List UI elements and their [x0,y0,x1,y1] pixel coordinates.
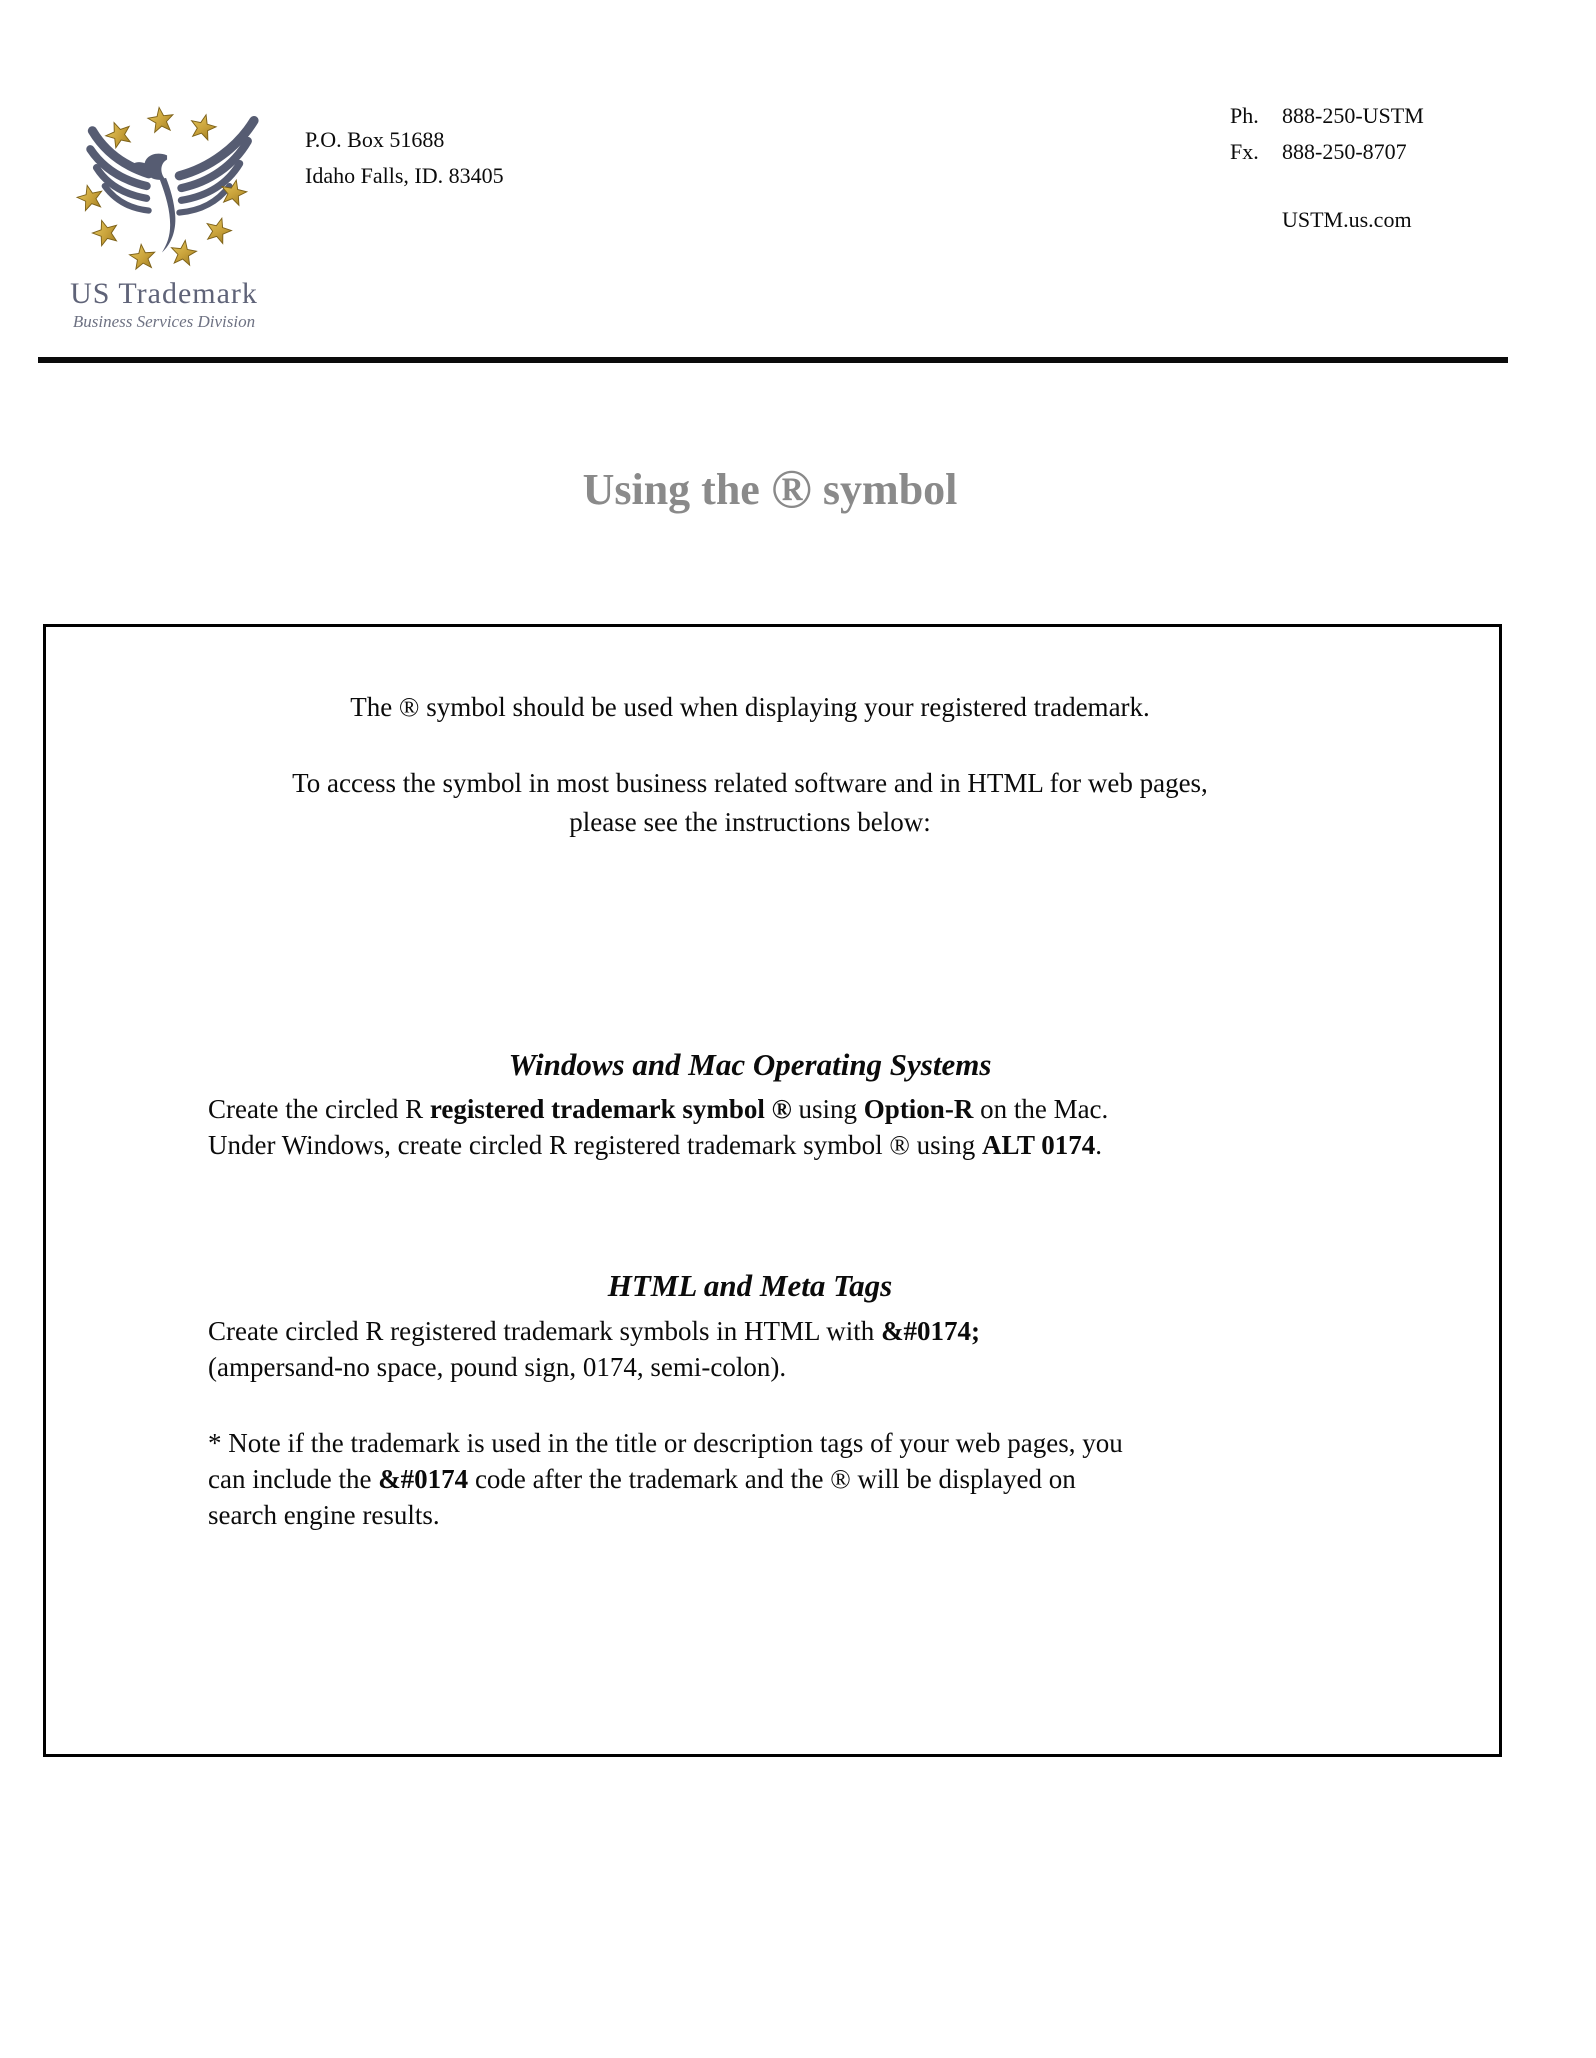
phone-row [1230,98,1424,134]
contact-block [1230,98,1424,238]
address-line-2: Idaho Falls, ID. 83405 [305,163,504,188]
fax-row [1230,134,1424,170]
company-logo [50,94,278,331]
content-box [43,624,1502,1757]
fax-label: Fx. [1230,139,1259,164]
section-heading-html: HTML and Meta Tags [607,1267,893,1303]
fax-number: 888-250-8707 [1282,139,1407,164]
phone-number: 888-250-USTM [1282,103,1424,128]
org-name: US Trademark [70,277,258,310]
address-block [305,122,504,194]
intro-line-1: The ® symbol should be used when displaying your registered trademark. [350,692,1150,722]
org-division: Business Services Division [72,312,256,331]
address-line-1: P.O. Box 51688 [305,127,445,152]
intro-line-2: To access the symbol in most business related software and in HTML for web pages, please see the instructions below: [292,768,1208,837]
letterhead-divider [38,357,1508,363]
section-os-paragraph: Create the circled R registered trademark symbol ® using Option-R on the Mac. Under Windows, create circled R registered trademark symbol ® using ALT 0174. [208,1094,1109,1160]
website-url: USTM.us.com [1282,207,1412,232]
eagle-with-stars-logo [50,94,278,276]
registered-symbol: ® [770,458,812,520]
page-title: Using the ® symbol [582,458,958,520]
note-paragraph: * Note if the trademark is used in the title or description tags of your web pages, you can include the &#0174 code after the trademark and the ® will be displayed on search engine results. [208,1428,1123,1530]
section-heading-os: Windows and Mac Operating Systems [508,1046,992,1082]
section-html-paragraph: Create circled R registered trademark symbols in HTML with &#0174; (ampersand-no space, pound sign, 0174, semi-colon). [208,1316,981,1382]
phone-label: Ph. [1230,103,1259,128]
